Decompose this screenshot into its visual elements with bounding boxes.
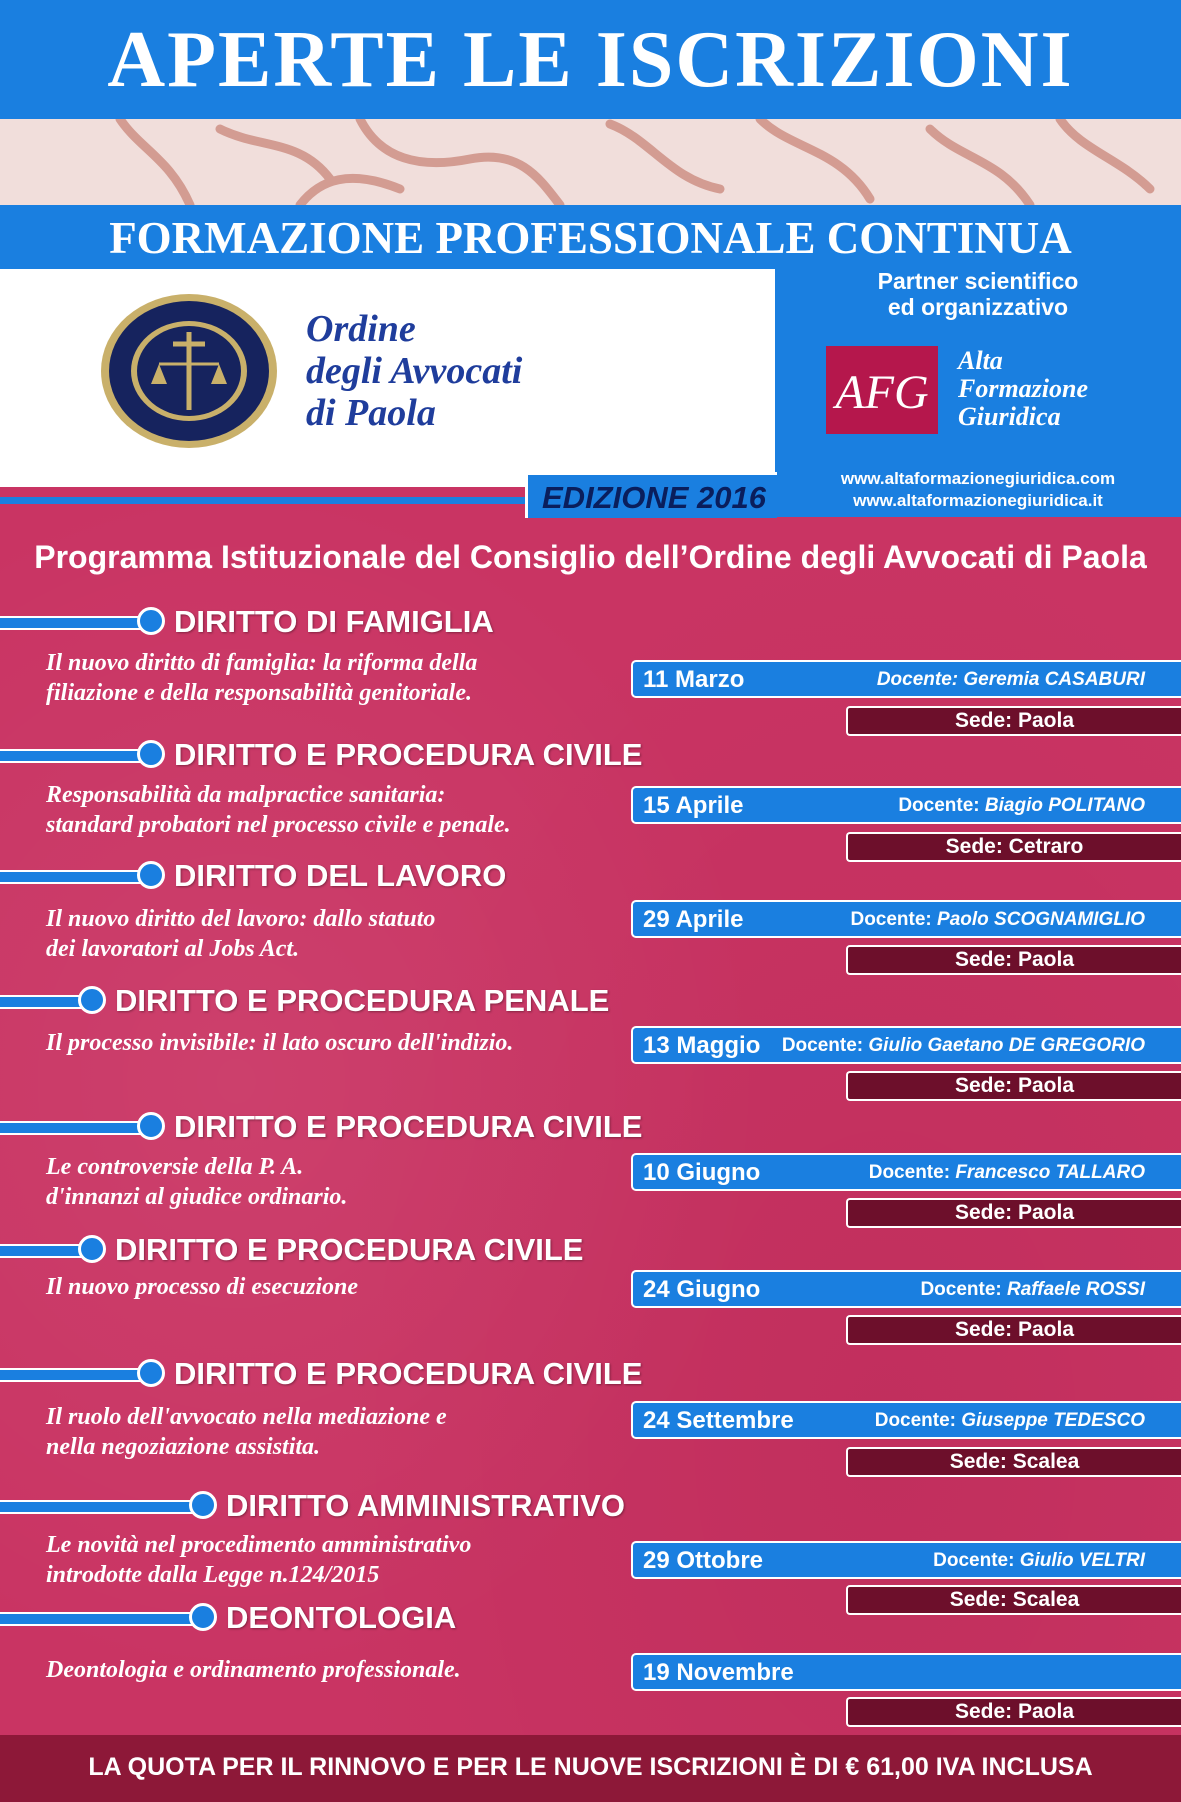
module-description-line: Il nuovo diritto del lavoro: dallo statuto (46, 906, 436, 932)
module-description-line: d'innanzi al giudice ordinario. (46, 1184, 348, 1210)
edition-badge: EDIZIONE 2016 (525, 472, 777, 518)
module-title: DIRITTO E PROCEDURA CIVILE (174, 1356, 643, 1391)
module-description-line: Il nuovo processo di esecuzione (46, 1274, 358, 1300)
module-teacher (850, 909, 1145, 931)
module-description-line: filiazione e della responsabilità genitoriale. (46, 680, 472, 706)
partner-name: Alta Formazione Giuridica (958, 346, 1089, 431)
ordine-name: Ordine degli Avvocati di Paola (306, 308, 523, 434)
decorative-art-band (0, 119, 1181, 205)
module-bullet-icon (78, 1235, 106, 1263)
teacher-name: Giulio VELTRI (1019, 1550, 1145, 1571)
module-teacher (920, 1279, 1145, 1301)
module-date: 13 Maggio (643, 1032, 761, 1059)
module-title: DIRITTO E PROCEDURA CIVILE (174, 737, 643, 772)
module-connector-line (0, 870, 150, 884)
module-teacher (869, 1162, 1145, 1184)
sketch-illustration (0, 119, 1181, 205)
module-title: DIRITTO E PROCEDURA CIVILE (115, 1232, 584, 1267)
module-description-line: nella negoziazione assistita. (46, 1434, 321, 1460)
teacher-name: Biagio POLITANO (984, 795, 1145, 816)
module-title: DIRITTO E PROCEDURA CIVILE (174, 1109, 643, 1144)
module-date-bar (631, 1270, 1181, 1308)
module-description (46, 1402, 636, 1462)
module-description (46, 780, 636, 840)
module-date-bar (631, 660, 1181, 698)
module-teacher (875, 1410, 1145, 1432)
teacher-name: Francesco TALLARO (955, 1162, 1145, 1183)
teacher-name: Raffaele ROSSI (1007, 1279, 1145, 1300)
module-date-bar (631, 1026, 1181, 1064)
module-sede: Sede: Paola (846, 1071, 1181, 1101)
module-connector-line (0, 749, 150, 763)
module-title: DIRITTO DI FAMIGLIA (174, 604, 494, 639)
module-date-bar (631, 1401, 1181, 1439)
module-description-line: Le controversie della P. A. (46, 1154, 304, 1180)
teacher-name: Giulio Gaetano DE GREGORIO (868, 1035, 1145, 1056)
module-sede: Sede: Scalea (846, 1447, 1181, 1477)
module-description (46, 1152, 636, 1212)
poster-title: APERTE LE ISCRIZIONI (107, 16, 1074, 104)
module-description (46, 1530, 636, 1590)
module-description (46, 1028, 636, 1058)
module-description (46, 1272, 636, 1302)
module-bullet-icon (137, 740, 165, 768)
module-teacher (933, 1550, 1145, 1572)
module-date: 24 Settembre (643, 1407, 794, 1434)
module-bullet-icon (137, 1112, 165, 1140)
module-connector-line (0, 1368, 150, 1382)
module-description (46, 1655, 636, 1685)
module-date-bar (631, 1541, 1181, 1579)
module-description (46, 648, 636, 708)
module-bullet-icon (137, 861, 165, 889)
ordine-seal-logo (99, 292, 279, 450)
module-connector-line (0, 1121, 150, 1135)
module-date-bar (631, 1653, 1181, 1691)
module-bullet-icon (137, 1359, 165, 1387)
teacher-label: Docente: (874, 1410, 957, 1431)
module-connector-line (0, 1612, 202, 1626)
module-description-line: introdotte dalla Legge n.124/2015 (46, 1562, 380, 1588)
module-connector-line (0, 616, 150, 630)
module-teacher (782, 1035, 1145, 1057)
module-teacher (877, 669, 1145, 691)
footer-banner (0, 1735, 1181, 1802)
module-description-line: Il ruolo dell'avvocato nella mediazione e (46, 1404, 447, 1430)
module-description-line: dei lavoratori al Jobs Act. (46, 936, 300, 962)
module-description-line: Le novità nel procedimento amministrativo (46, 1532, 472, 1558)
module-date: 29 Ottobre (643, 1547, 764, 1574)
module-connector-line (0, 1500, 202, 1514)
module-description (46, 904, 636, 964)
module-description-line: standard probatori nel processo civile e penale. (46, 812, 511, 838)
module-sede: Sede: Scalea (846, 1585, 1181, 1615)
module-date: 11 Marzo (643, 666, 745, 693)
module-title: DIRITTO AMMINISTRATIVO (226, 1488, 625, 1523)
module-date: 10 Giugno (643, 1159, 761, 1186)
module-description-line: Responsabilità da malpractice sanitaria: (46, 782, 446, 808)
teacher-name: Giuseppe TEDESCO (961, 1410, 1145, 1431)
module-bullet-icon (189, 1491, 217, 1519)
module-date-bar (631, 786, 1181, 824)
module-bullet-icon (189, 1603, 217, 1631)
module-bullet-icon (137, 607, 165, 635)
module-sede: Sede: Cetraro (846, 832, 1181, 862)
module-sede: Sede: Paola (846, 1198, 1181, 1228)
module-date-bar (631, 900, 1181, 938)
svg-text:AFG: AFG (835, 366, 929, 419)
module-teacher (898, 795, 1145, 817)
module-title: DIRITTO DEL LAVORO (174, 858, 507, 893)
module-title: DIRITTO E PROCEDURA PENALE (115, 983, 610, 1018)
module-description-line: Il processo invisibile: il lato oscuro dell'indizio. (46, 1030, 514, 1056)
footer-text: LA QUOTA PER IL RINNOVO E PER LE NUOVE ISCRIZIONI È DI € 61,00 IVA INCLUSA (88, 1753, 1093, 1781)
afg-logo (826, 346, 938, 434)
teacher-name: Paolo SCOGNAMIGLIO (937, 909, 1145, 930)
module-date: 29 Aprile (643, 906, 744, 933)
subtitle-banner (0, 205, 1181, 269)
module-description-line: Il nuovo diritto di famiglia: la riforma della (46, 650, 478, 676)
module-sede: Sede: Paola (846, 1315, 1181, 1345)
module-sede: Sede: Paola (846, 1697, 1181, 1727)
teacher-name: Geremia CASABURI (963, 669, 1145, 690)
module-date: 24 Giugno (643, 1276, 761, 1303)
edition-divider (0, 497, 530, 504)
module-description-line: Deontologia e ordinamento professionale. (46, 1657, 461, 1683)
teacher-label: Docente: (933, 1550, 1015, 1571)
url-com[interactable]: www.altaformazionegiuridica.com (840, 469, 1116, 488)
top-banner (0, 0, 1181, 119)
module-sede: Sede: Paola (846, 945, 1181, 975)
teacher-label: Docente: (898, 795, 980, 816)
teacher-label: Docente: (850, 909, 932, 930)
partner-label: Partner scientifico ed organizzativo (877, 268, 1079, 320)
program-title: Programma Istituzionale del Consiglio dell’Ordine degli Avvocati di Paola (34, 539, 1147, 575)
module-bullet-icon (78, 986, 106, 1014)
module-sede: Sede: Paola (846, 706, 1181, 736)
teacher-label: Docente: (781, 1035, 864, 1056)
teacher-label: Docente: (876, 669, 959, 690)
teacher-label: Docente: (868, 1162, 951, 1183)
module-date: 15 Aprile (643, 792, 744, 819)
partner-urls (775, 468, 1181, 512)
teacher-label: Docente: (920, 1279, 1002, 1300)
module-date: 19 Novembre (643, 1659, 794, 1686)
module-title: DEONTOLOGIA (226, 1600, 457, 1635)
poster-subtitle: FORMAZIONE PROFESSIONALE CONTINUA (109, 213, 1072, 263)
module-date-bar (631, 1153, 1181, 1191)
url-it[interactable]: www.altaformazionegiuridica.it (853, 491, 1103, 510)
